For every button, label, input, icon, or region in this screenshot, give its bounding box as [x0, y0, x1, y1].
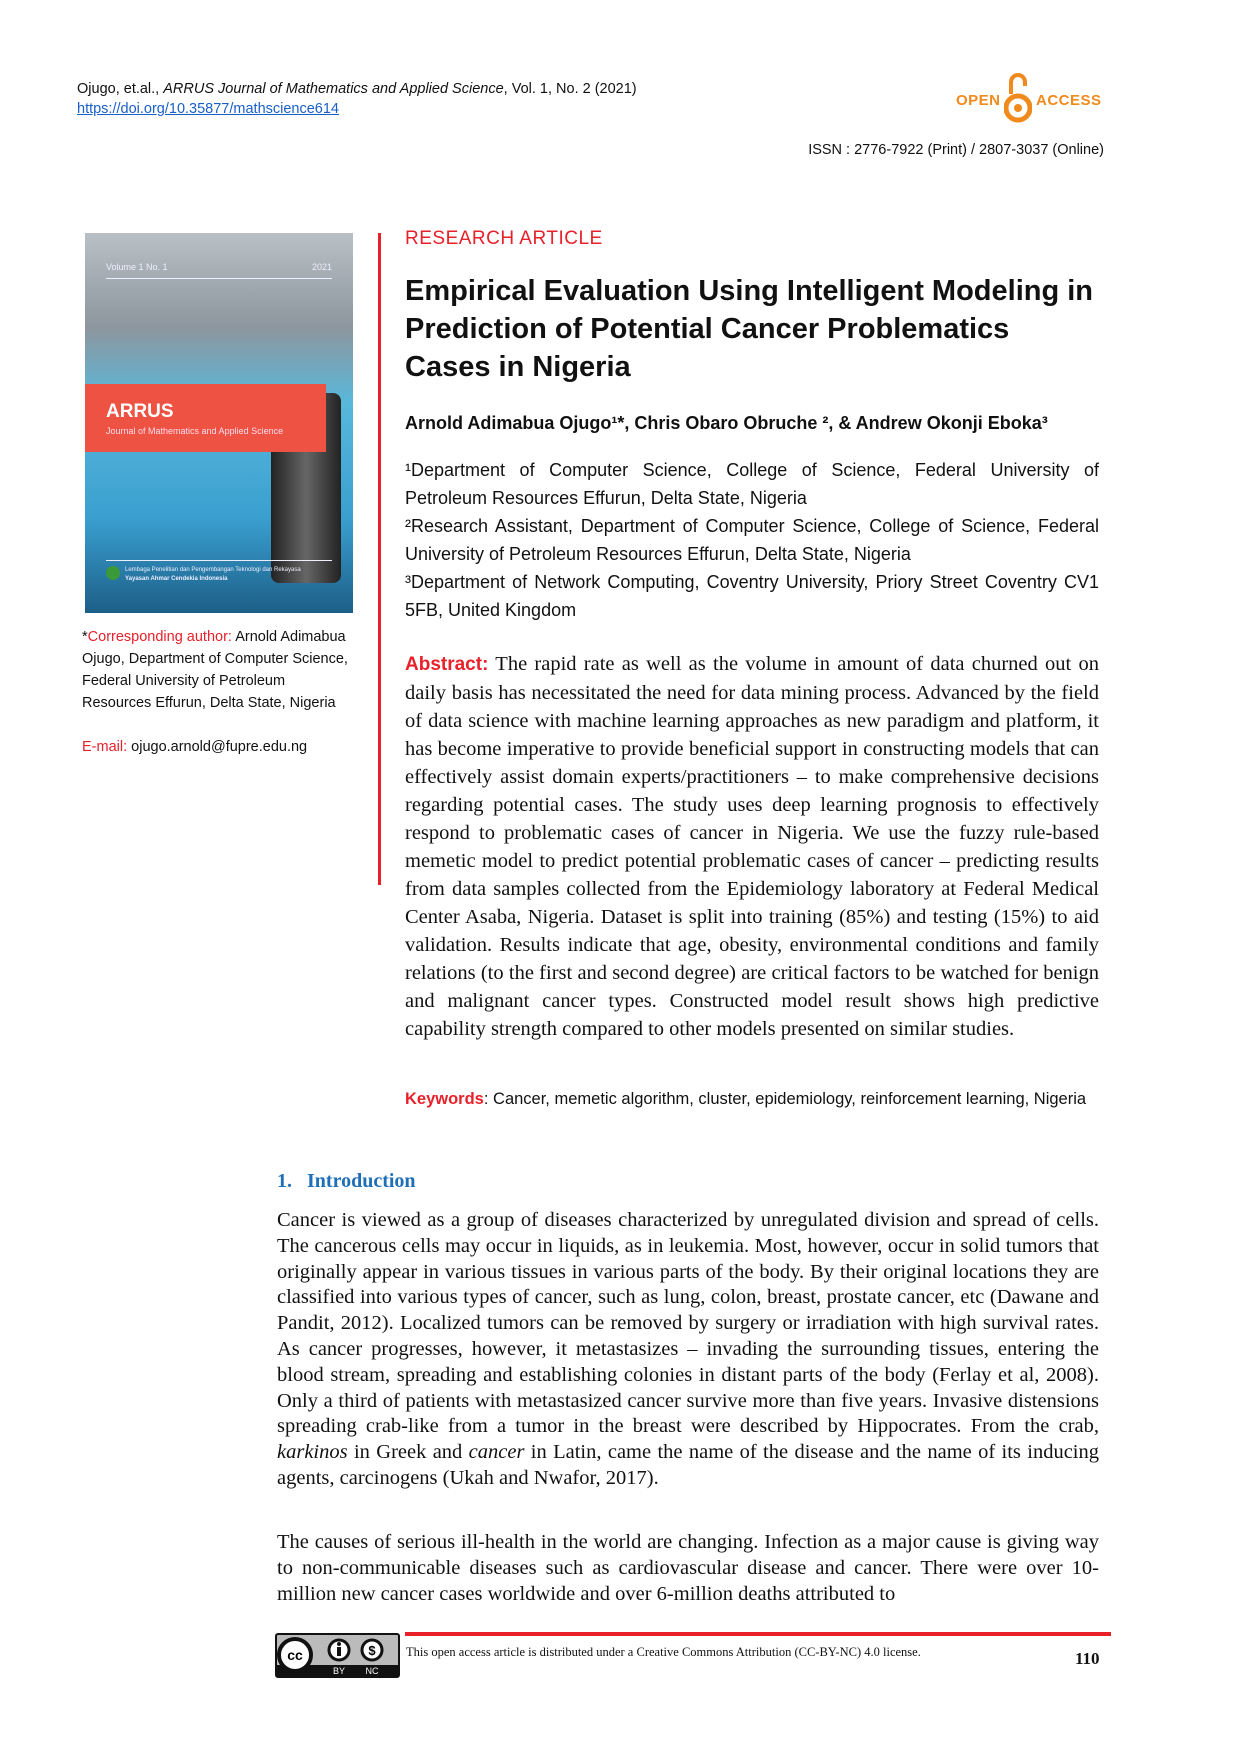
issn: ISSN : 2776-7922 (Print) / 2807-3037 (Online): [808, 142, 1104, 158]
abstract: [405, 650, 1099, 1043]
affiliation: ³Department of Network Computing, Coventry University, Priory Street Coventry CV1 5FB, United Kingdom: [405, 572, 1099, 620]
cover-title-band: [85, 384, 326, 452]
svg-text:$: $: [368, 1643, 376, 1658]
cover-title: ARRUS: [106, 401, 174, 422]
access-label: ACCESS: [1036, 92, 1102, 109]
cover-volume: Volume 1 No. 1: [106, 262, 168, 272]
affiliation: ¹Department of Computer Science, College of Science, Federal University of Petroleum Resources Effurun, Delta State, Nigeria: [405, 460, 1099, 508]
abstract-text: The rapid rate as well as the volume in amount of data churned out on daily basis has necessitated the need for data mining process. Advanced by the field of data science with machine learning approaches as new paradigm and platform, it has become imperative to provide beneficial support in constructing models that can effectively assist domain experts/practitioners – to make comprehensive decisions regarding potential cases. The study uses deep learning prognosis to effectively respond to problematic cases of cancer in Nigeria. We use the fuzzy rule-based memetic model to predict potential problematic cases of cancer – predicting results from data samples collected from the Epidemiology laboratory at Federal Medical Center Asaba, Nigeria. Dataset is split into training (85%) and testing (15%) to aid validation. Results indicate that age, obesity, environmental conditions and family relations (to the first and second degree) are critical factors to be watched for benign and malignant cancer types. Constructed model result shows high predictive capability strength compared to other models presented on similar studies.: [405, 653, 1099, 1040]
page-number: 110: [1075, 1649, 1100, 1668]
cover-divider: [106, 278, 332, 279]
section-heading: 1. Introduction: [277, 1170, 416, 1192]
svg-text:NC: NC: [365, 1666, 379, 1676]
authors: Arnold Adimabua Ojugo¹*, Chris Obaro Obruche ², & Andrew Okonji Eboka³: [405, 413, 1048, 433]
open-access-logo: [956, 70, 1106, 126]
journal-cover-image: [85, 233, 353, 613]
citation-volume: , Vol. 1, No. 2 (2021): [503, 81, 637, 97]
creative-commons-icon: [277, 1635, 398, 1676]
corresponding-text: Arnold Adimabua Ojugo, Department of Computer Science, Federal University of Petroleum Resources Effurun, Delta State, Nigeria: [82, 629, 348, 711]
cover-divider: [106, 560, 332, 561]
doi-link[interactable]: https://doi.org/10.35877/mathscience614: [77, 101, 339, 117]
corresponding-label: Corresponding author:: [87, 629, 232, 645]
text: in Latin, came the name of the disease and the name of its inducing agents, carcinogens (Ukah and Nwafor, 2017).: [277, 1441, 1100, 1489]
svg-text:BY: BY: [332, 1666, 346, 1676]
affiliation: ²Research Assistant, Department of Computer Science, College of Science, Federal University of Petroleum Resources Effurun, Delta State, Nigeria: [405, 516, 1099, 564]
cc-by-nc-badge: [275, 1633, 400, 1678]
keywords-text: : Cancer, memetic algorithm, cluster, epidemiology, reinforcement learning, Nigeria: [483, 1090, 1087, 1108]
keywords: [405, 1088, 1099, 1111]
footer-rule: [405, 1632, 1111, 1636]
article-type: RESEARCH ARTICLE: [405, 228, 603, 249]
red-divider: [378, 233, 381, 885]
corresponding-author: *Corresponding author: Arnold Adimabua Ojugo, Department of Computer Science, Federal University of Petroleum Resources Effurun, Delta State, Nigeria E-mail: ojugo.arnold@fupre.edu.ng: [82, 629, 348, 755]
keywords-label: Keywords: [405, 1090, 484, 1108]
license-text: This open access article is distributed under a Creative Commons Attribution (CC-BY-NC) 4.0 license.: [406, 1645, 921, 1659]
text: Cancer is viewed as a group of diseases characterized by unregulated division and spread of cells. The cancerous cells may occur in liquids, as in leukemia. Most, however, occur in solid tumors that originally appear in various tissues in various parts of the body. By their original locations they are classified into various types of cancer, such as lung, colon, breast, prostate cancer, etc (Dawane and Pandit, 2012). Localized tumors can be removed by surgery or irradiation with high survival rates. As cancer progresses, however, it metastasizes – invading the surrounding tissues, entering the blood stream, spreading and establishing colonies in distant parts of the body (Ferlay et al, 2008). Only a third of patients with metastasized cancer survive more than five years. Invasive distensions spreading crab-like from a tumor in the breast were described by Hippocrates. From the crab,: [277, 1209, 1099, 1438]
citation-authors: Ojugo, et.al.,: [77, 81, 164, 97]
abstract-label: Abstract:: [405, 654, 489, 675]
intro-paragraph: The causes of serious ill-health in the world are changing. Infection as a major cause is giving way to non-communicable diseases such as cardiovascular disease and cancer. There were over 10-million new cancer cases worldwide and over 6-million deaths attributed to: [277, 1531, 1099, 1605]
text: cancer: [468, 1441, 525, 1464]
open-label: OPEN: [956, 92, 1001, 109]
cover-org: Yayasan Ahmar Cendekia Indonesia: [125, 576, 228, 582]
open-access-lock-icon: [1004, 70, 1032, 126]
publisher-seal-icon: [106, 566, 120, 580]
affiliations: [405, 456, 1099, 624]
text: in Greek and: [347, 1441, 469, 1464]
svg-text:cc: cc: [287, 1647, 303, 1663]
journal-name: ARRUS Journal of Mathematics and Applied Science: [163, 81, 504, 97]
running-header: [77, 79, 637, 119]
email-link[interactable]: ojugo.arnold@fupre.edu.ng: [131, 739, 308, 755]
intro-paragraph: [277, 1208, 1099, 1492]
cover-org: Lembaga Penelitian dan Pengembangan Teknologi dan Rekayasa: [125, 567, 301, 573]
article-title: Empirical Evaluation Using Intelligent Modeling in Prediction of Potential Cancer Problematics Cases in Nigeria: [405, 275, 1094, 383]
cover-subtitle: Journal of Mathematics and Applied Science: [106, 426, 284, 436]
text: karkinos: [277, 1441, 348, 1464]
cover-year: 2021: [311, 262, 332, 272]
email-label: E-mail:: [82, 739, 128, 755]
